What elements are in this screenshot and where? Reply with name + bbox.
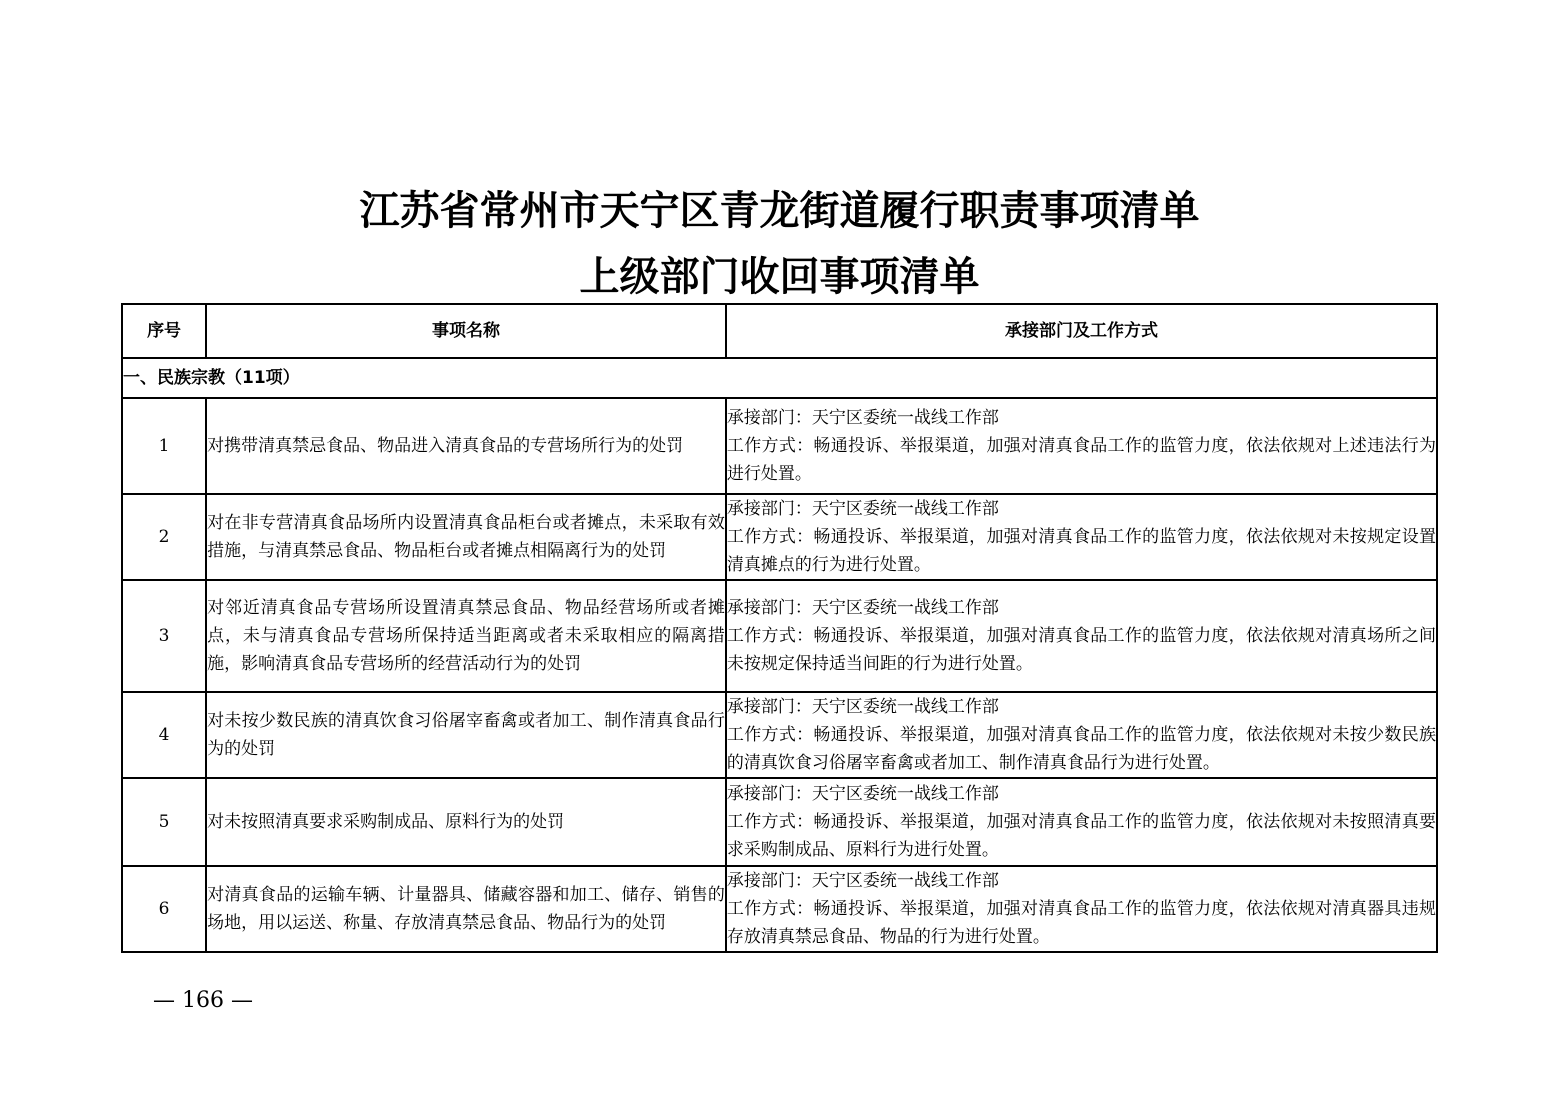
table-header-row <box>122 304 1437 358</box>
dept-and-method <box>726 398 1437 494</box>
item-name: 对清真食品的运输车辆、计量器具、储藏容器和加工、储存、销售的场地，用以运送、称量、存放清真禁忌食品、物品行为的处罚 <box>206 866 726 952</box>
method-line: 工作方式：畅通投诉、举报渠道，加强对清真食品工作的监管力度，依法依规对上述违法行为进行处置。 <box>726 436 1436 484</box>
page-number: — 166 — <box>153 988 253 1013</box>
table-row <box>122 494 1437 580</box>
table-row <box>122 778 1437 866</box>
section-row <box>122 358 1437 398</box>
method-line: 工作方式：畅通投诉、举报渠道，加强对清真食品工作的监管力度，依法依规对未按少数民族的清真饮食习俗屠宰畜禽或者加工、制作清真食品行为进行处置。 <box>726 725 1436 773</box>
table-row <box>122 692 1437 778</box>
table-row <box>122 398 1437 494</box>
duties-table <box>121 303 1438 953</box>
dept-and-method <box>726 866 1437 952</box>
item-name: 对邻近清真食品专营场所设置清真禁忌食品、物品经营场所或者摊点，未与清真食品专营场所保持适当距离或者未采取相应的隔离措施，影响清真食品专营场所的经营活动行为的处罚 <box>206 580 726 692</box>
dept-and-method <box>726 580 1437 692</box>
document-subtitle: 上级部门收回事项清单 <box>579 253 980 300</box>
method-line: 工作方式：畅通投诉、举报渠道，加强对清真食品工作的监管力度，依法依规对未按照清真要求采购制成品、原料行为进行处置。 <box>726 812 1436 860</box>
section-title: 一、民族宗教（11项） <box>122 358 1437 398</box>
row-number: 4 <box>122 692 206 778</box>
table-row <box>122 866 1437 952</box>
document-title: 江苏省常州市天宁区青龙街道履行职责事项清单 <box>359 187 1200 234</box>
table-row <box>122 580 1437 692</box>
dept-and-method <box>726 494 1437 580</box>
dept-line: 承接部门：天宁区委统一战线工作部 <box>726 408 999 428</box>
row-number: 3 <box>122 580 206 692</box>
dept-line: 承接部门：天宁区委统一战线工作部 <box>726 871 999 891</box>
item-name: 对在非专营清真食品场所内设置清真食品柜台或者摊点，未采取有效措施，与清真禁忌食品、物品柜台或者摊点相隔离行为的处罚 <box>206 494 726 580</box>
row-number: 5 <box>122 778 206 866</box>
row-number: 1 <box>122 398 206 494</box>
item-name: 对携带清真禁忌食品、物品进入清真食品的专营场所行为的处罚 <box>206 398 726 494</box>
method-line: 工作方式：畅通投诉、举报渠道，加强对清真食品工作的监管力度，依法依规对清真场所之间未按规定保持适当间距的行为进行处置。 <box>726 626 1436 674</box>
method-line: 工作方式：畅通投诉、举报渠道，加强对清真食品工作的监管力度，依法依规对清真器具违规存放清真禁忌食品、物品的行为进行处置。 <box>726 899 1436 947</box>
header-no: 序号 <box>122 304 206 358</box>
item-name: 对未按照清真要求采购制成品、原料行为的处罚 <box>206 778 726 866</box>
dept-line: 承接部门：天宁区委统一战线工作部 <box>726 697 999 717</box>
row-number: 6 <box>122 866 206 952</box>
dept-line: 承接部门：天宁区委统一战线工作部 <box>726 784 999 804</box>
method-line: 工作方式：畅通投诉、举报渠道，加强对清真食品工作的监管力度，依法依规对未按规定设置清真摊点的行为进行处置。 <box>726 527 1436 575</box>
dept-and-method <box>726 778 1437 866</box>
row-number: 2 <box>122 494 206 580</box>
item-name: 对未按少数民族的清真饮食习俗屠宰畜禽或者加工、制作清真食品行为的处罚 <box>206 692 726 778</box>
dept-line: 承接部门：天宁区委统一战线工作部 <box>726 499 999 519</box>
dept-line: 承接部门：天宁区委统一战线工作部 <box>726 598 999 618</box>
header-dept: 承接部门及工作方式 <box>726 304 1437 358</box>
header-name: 事项名称 <box>206 304 726 358</box>
dept-and-method <box>726 692 1437 778</box>
